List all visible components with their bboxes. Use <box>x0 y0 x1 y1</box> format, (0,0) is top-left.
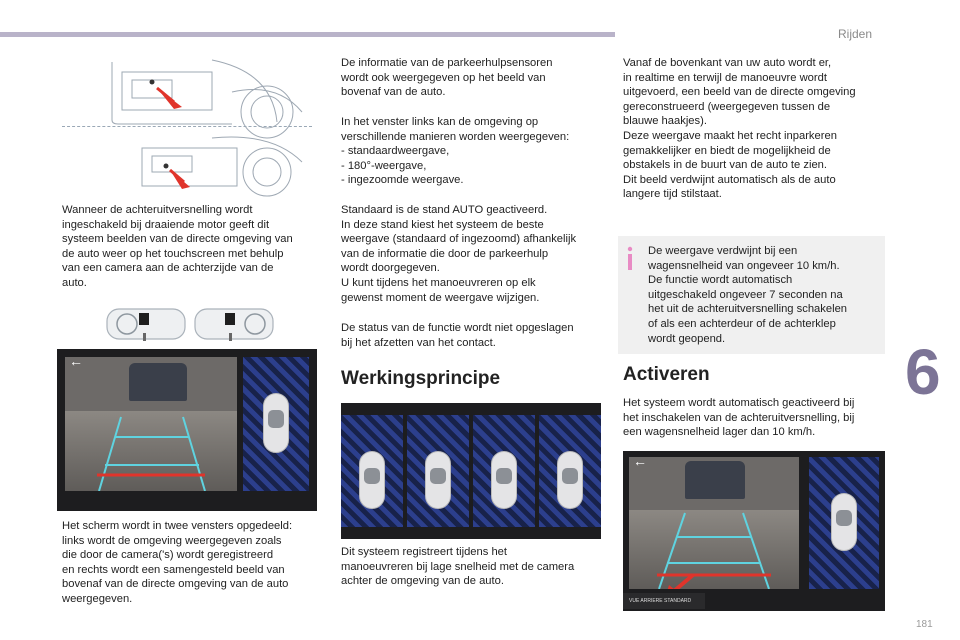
view-modes-paragraph: In het venster links kan de omgeving op verschillende manieren worden weergegeven: - standaardweergave, - 180°-weergave, - ingezoomde weergave. <box>341 116 570 187</box>
section-title: Rijden <box>838 27 873 41</box>
gear-lever-illustration <box>105 303 275 347</box>
touchscreen-reverse-view <box>623 451 885 611</box>
status-paragraph: De status van de functie wordt niet opgeslagen bij het afzetten van het contact. <box>341 322 574 349</box>
activation-paragraph: Het systeem wordt automatisch geactiveerd bij het inschakelen van de achteruitversnelling, bij een wagensnelheid lager dan 10 km/h. <box>623 397 855 439</box>
auto-mode-paragraph: Standaard is de stand AUTO geactiveerd. In deze stand kiest het systeem de beste weergave (standaard of ingezoomd) afhankelijk van de informatie die door de parkeerhulp wordt doorgegeven. U kunt tijdens het manoeuvreren op elk gewenst moment de weergave wijzigen. <box>341 204 577 304</box>
back-arrow-icon-2[interactable]: ← <box>633 453 647 469</box>
top-view-panel-2 <box>809 457 879 589</box>
header-bar <box>0 32 615 37</box>
sequence-frame-1 <box>341 415 403 527</box>
sequence-frame-3 <box>473 415 535 527</box>
chapter-number: 6 <box>905 336 941 408</box>
divider-dashed <box>62 126 312 127</box>
sequence-frame-2 <box>407 415 469 527</box>
principle-paragraph: Dit systeem registreert tijdens het manoeuvreren bij lage snelheid met de camera achter de omgeving van de auto. <box>341 546 575 588</box>
back-arrow-icon[interactable]: ← <box>69 353 83 369</box>
heading-activeren: Activeren <box>623 364 710 385</box>
camera-view <box>65 357 237 491</box>
info-box <box>618 236 885 354</box>
heading-werkingsprincipe: Werkingsprincipe <box>341 368 501 389</box>
touchscreen-split-view <box>57 349 317 511</box>
reconstruction-paragraph: Vanaf de bovenkant van uw auto wordt er, in realtime en terwijl de manoeuvre wordt uitgevoerd, een beeld van de directe omgeving gereconstrueerd (weergegeven tussen de blauwe haakjes). Deze weergave maakt het recht inparkeren gemakkelijker en biedt de mogelijkheid de obstakels in de buurt van de auto te zien. Dit beeld verdwijnt automatisch als de auto langere tijd stilstaat. <box>623 57 856 201</box>
intro-paragraph: Wanneer de achteruitversnelling wordt ingeschakeld bij draaiende motor geeft dit systeem beelden van de directe omgeving van de auto weer op het touchscreen met behulp van een camera aan de achterzijde van de auto. <box>62 204 293 289</box>
info-icon <box>626 246 634 270</box>
sequence-frame-4 <box>539 415 601 527</box>
top-view-sequence <box>341 403 601 539</box>
view-mode-button[interactable] <box>623 593 705 609</box>
top-view-panel <box>243 357 309 491</box>
screen-description-paragraph: Het scherm wordt in twee vensters opgedeeld: links wordt de omgeving weergegeven zoals die door de camera('s) wordt geregistreerd en rechts wordt een samengesteld beeld van bovenaf van de directe omgeving van de auto weergegeven. <box>62 520 293 605</box>
info-text: De weergave verdwijnt bij een wagensnelheid van ongeveer 10 km/h. De functie wordt automatisch uitgeschakeld ongeveer 7 seconden na het uit de achteruitversnelling schakelen of als een achterdeur of de achterklep wordt geopend. <box>648 245 848 345</box>
vehicle-top-view <box>263 393 289 453</box>
page-number: 181 <box>916 619 933 630</box>
sensor-info-paragraph: De informatie van de parkeerhulpsensoren wordt ook weergegeven op het beeld van bovenaf van de auto. <box>341 57 553 99</box>
view-mode-label: VUE ARRIERE STANDARD <box>629 598 692 604</box>
camera-view-2 <box>629 457 799 589</box>
vehicle-top-view-2 <box>831 493 857 551</box>
